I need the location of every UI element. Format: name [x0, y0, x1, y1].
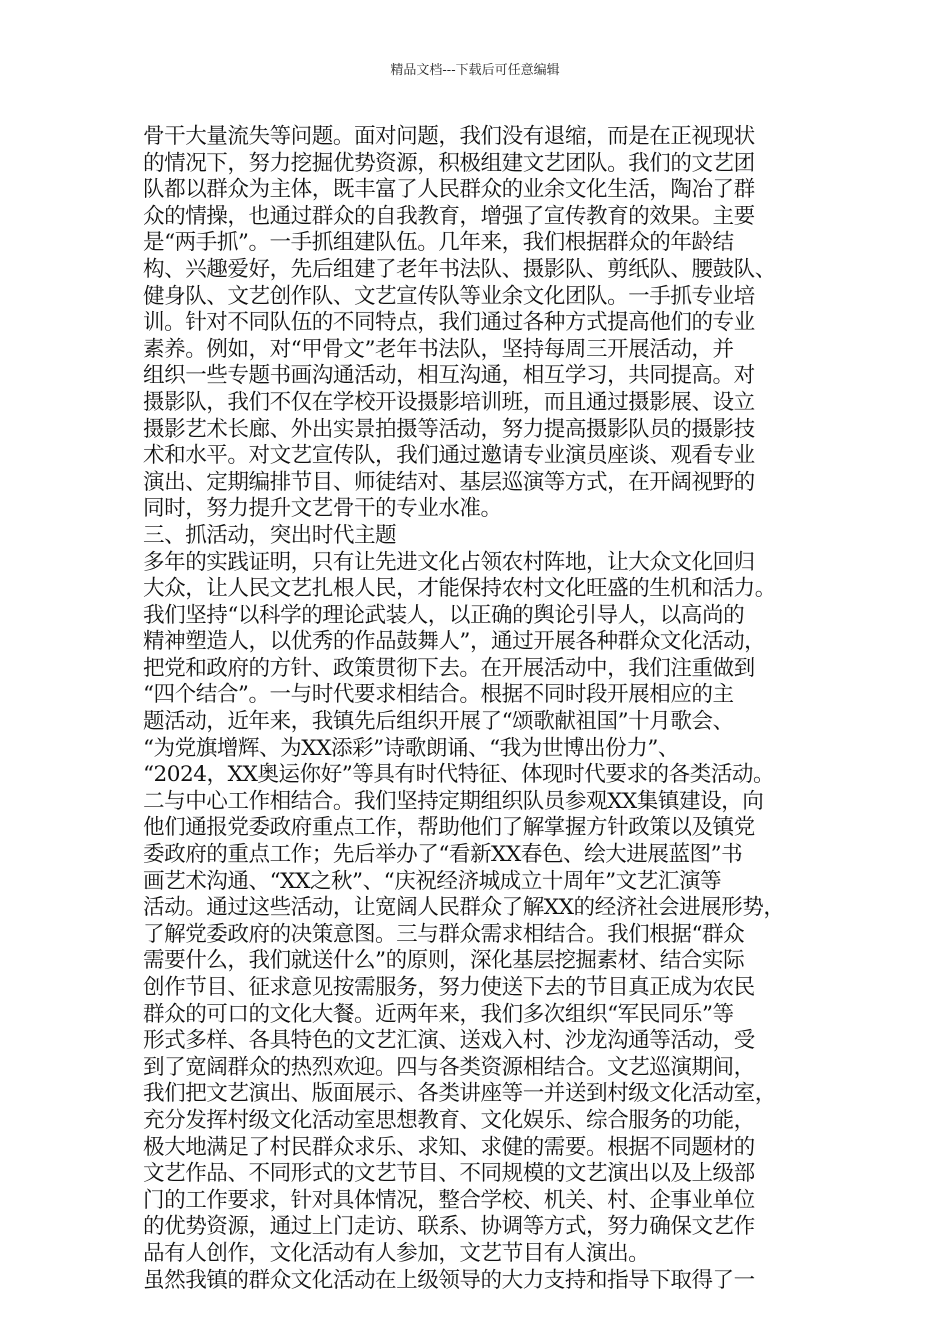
body-text-line: “为党旗增辉、为XX添彩”诗歌朗诵、“我为世博出份力”、 [143, 735, 679, 761]
body-text-line: 他们通报党委政府重点工作，帮助他们了解掌握方针政策以及镇党 [143, 815, 755, 841]
body-text-line: 形式多样、各具特色的文艺汇演、送戏入村、沙龙沟通等活动，受 [143, 1028, 755, 1054]
body-text-line: 委政府的重点工作；先后举办了“看新XX春色、绘大进展蓝图”书 [143, 842, 743, 868]
body-text-line: 大众，让人民文艺扎根人民，才能保持农村文化旺盛的生机和活力。 [143, 576, 776, 602]
body-text-line: 极大地满足了村民群众求乐、求知、求健的需要。根据不同题材的 [143, 1134, 755, 1160]
body-text-line: 队都以群众为主体，既丰富了人民群众的业余文化生活，陶冶了群 [143, 177, 755, 203]
body-text-line: 虽然我镇的群众文化活动在上级领导的大力支持和指导下取得了一 [143, 1267, 755, 1293]
body-text-line: 精神塑造人，以优秀的作品鼓舞人”，通过开展各种群众文化活动， [143, 629, 766, 655]
body-text-line: 我们坚持“以科学的理论武装人，以正确的舆论引导人，以高尚的 [143, 602, 745, 628]
body-text-line: 创作节目、征求意见按需服务，努力使送下去的节目真正成为农民 [143, 975, 755, 1000]
body-text-line: 摄影队，我们不仅在学校开设摄影培训班，而且通过摄影展、设立 [143, 389, 755, 415]
body-text-line: “2024，XX奥运你好”等具有时代特征、体现时代要求的各类活动。 [143, 762, 775, 788]
body-text-line: 同时，努力提升文艺骨干的专业水准。 [143, 496, 502, 522]
body-text-line: 的优势资源，通过上门走访、联系、协调等方式，努力确保文艺作 [143, 1214, 755, 1240]
body-text-line: 我们把文艺演出、版面展示、各类讲座等一并送到村级文化活动室， [143, 1081, 776, 1107]
page-header: 精品文档---下载后可任意编辑 [390, 63, 560, 78]
body-text-line: 众的情操，也通过群众的自我教育，增强了宣传教育的效果。主要 [143, 203, 755, 229]
body-text-line: 三、抓活动，突出时代主题 [143, 522, 397, 548]
body-text-line: 摄影艺术长廊、外出实景拍摄等活动，努力提高摄影队员的摄影技 [143, 416, 755, 442]
body-text-line: 演出、定期编排节目、师徒结对、基层巡演等方式，在开阔视野的 [143, 469, 755, 495]
body-text-line: 组织一些专题书画沟通活动，相互沟通，相互学习，共同提高。对 [143, 363, 755, 389]
body-text-line: 二与中心工作相结合。我们坚持定期组织队员参观XX集镇建设，向 [143, 788, 764, 814]
body-text-line: 需要什么，我们就送什么”的原则，深化基层挖掘素材、结合实际 [143, 948, 745, 974]
body-text-line: 了解党委政府的决策意图。三与群众需求相结合。我们根据“群众 [143, 921, 745, 947]
body-text-line: 训。针对不同队伍的不同特点，我们通过各种方式提高他们的专业 [143, 310, 755, 336]
body-text-line: 到了宽阔群众的热烈欢迎。四与各类资源相结合。文艺巡演期间， [143, 1054, 755, 1080]
body-text-line: 骨干大量流失等问题。面对问题，我们没有退缩，而是在正视现状 [143, 124, 755, 149]
body-text-line: 文艺作品、不同形式的文艺节目、不同规模的文艺演出以及上级部 [143, 1161, 755, 1187]
body-text-line: 多年的实践证明，只有让先进文化占领农村阵地，让大众文化回归 [143, 549, 755, 575]
body-text-line: 充分发挥村级文化活动室思想教育、文化娱乐、综合服务的功能， [143, 1107, 755, 1133]
body-text-line: 健身队、文艺创作队、文艺宣传队等业余文化团队。一手抓专业培 [143, 283, 755, 309]
body-text-line: 群众的可口的文化大餐。近两年来，我们多次组织“军民同乐”等 [143, 1001, 734, 1027]
body-text-line: 术和水平。对文艺宣传队，我们通过邀请专业演员座谈、观看专业 [143, 443, 755, 469]
body-text-line: 素养。例如，对“甲骨文”老年书法队，坚持每周三开展活动，并 [143, 336, 734, 362]
body-text-line: 构、兴趣爱好，先后组建了老年书法队、摄影队、剪纸队、腰鼓队、 [143, 256, 776, 282]
body-text-line: 的情况下，努力挖掘优势资源，积极组建文艺团队。我们的文艺团 [143, 150, 755, 176]
body-text-line: 画艺术沟通、“XX之秋”、“庆祝经济城成立十周年”文艺汇演等 [143, 868, 722, 894]
body-text-line: 是“两手抓”。一手抓组建队伍。几年来，我们根据群众的年龄结 [143, 230, 734, 256]
body-text-line: 门的工作要求，针对具体情况，整合学校、机关、村、企事业单位 [143, 1187, 755, 1213]
body-text-line: 品有人创作，文化活动有人参加，文艺节目有人演出。 [143, 1240, 650, 1266]
body-text-line: 活动。通过这些活动，让宽阔人民群众了解XX的经济社会进展形势， [143, 895, 785, 921]
body-text-line: 把党和政府的方针、政策贯彻下去。在开展活动中，我们注重做到 [143, 655, 755, 681]
document-body [143, 124, 823, 1294]
body-text-line: 题活动，近年来，我镇先后组织开展了“颂歌献祖国”十月歌会、 [143, 709, 734, 735]
body-text-line: “四个结合”。一与时代要求相结合。根据不同时段开展相应的主 [143, 682, 734, 708]
